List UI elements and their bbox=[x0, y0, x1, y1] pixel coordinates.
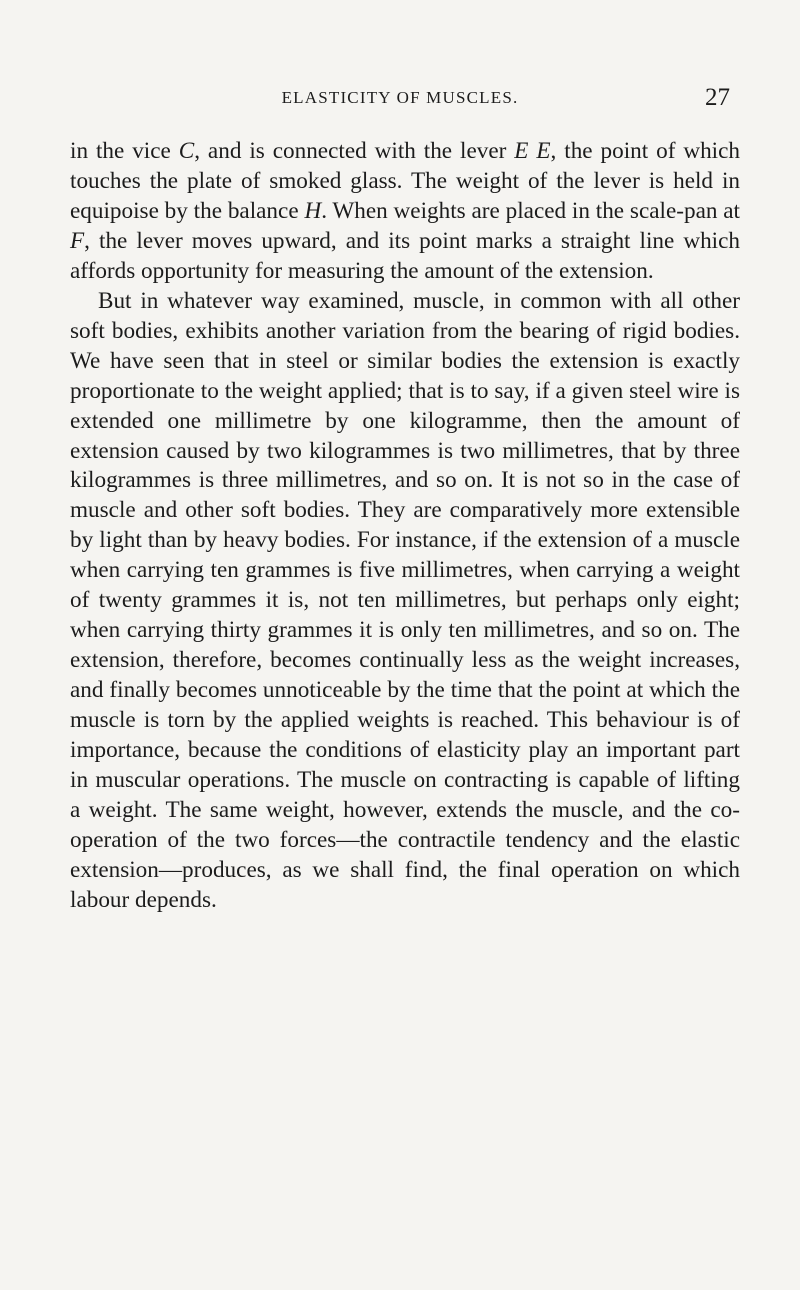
italic-label: F bbox=[70, 227, 85, 254]
paragraph-continued bbox=[70, 137, 746, 287]
text-segment: in the vice bbox=[70, 138, 179, 164]
page-number: 27 bbox=[705, 84, 730, 111]
paragraph bbox=[70, 287, 746, 916]
text-segment: , the lever moves upward, and its point marks a straight line which affords opportunity for measuring the amount of the extension. bbox=[70, 227, 746, 284]
running-head bbox=[70, 84, 730, 118]
text-segment: , and is connected with the lever bbox=[194, 138, 515, 164]
text-segment: But in whatever way examined, muscle, in common with all other soft bodies, exhibits another variation from the bearing of rigid bodies. We have seen that in steel or similar bodies the extension is exactly proportionate to the weight applied; that is to say, if a given steel wire is extended one millimetre by one kilogramme, then the amount of extension caused by two kilogrammes is two millimetres, that by three kilogrammes is three millimetres, and so on. It is not so in the case of muscle and other soft bodies. They are comparatively more extensible by light than by heavy bodies. For instance, if the extension of a muscle when carrying ten grammes is five millimetres, when carrying a weight of twenty grammes it is, not ten millimetres, but perhaps only eight; when carrying thirty grammes it is only ten millimetres, and so on. The extension, therefore, becomes continually less as the weight increases, and finally becomes unnoticeable by the time that the point at which the muscle is torn by the applied weights is reached. This behaviour is of importance, because the conditions of elasticity play an important part in muscular operations. The muscle on contracting is capable of lifting a weight. The same weight, however, extends the muscle, and the co-operation of the two forces—the contractile tendency and the elastic extension—produces, as we shall find, the final operation on which labour depends. bbox=[70, 287, 746, 913]
italic-label: E E bbox=[514, 138, 551, 164]
italic-label: H bbox=[304, 197, 322, 224]
text-segment: . When weights are placed in the scale-pan at bbox=[321, 197, 746, 224]
text-segment: , the point of which touches the plate of smoked glass. The weight of the lever is held in equipoise by the balance bbox=[70, 138, 746, 224]
body-text bbox=[70, 137, 746, 916]
running-title: ELASTICITY OF MUSCLES. bbox=[281, 88, 519, 107]
italic-label: C bbox=[178, 138, 195, 164]
